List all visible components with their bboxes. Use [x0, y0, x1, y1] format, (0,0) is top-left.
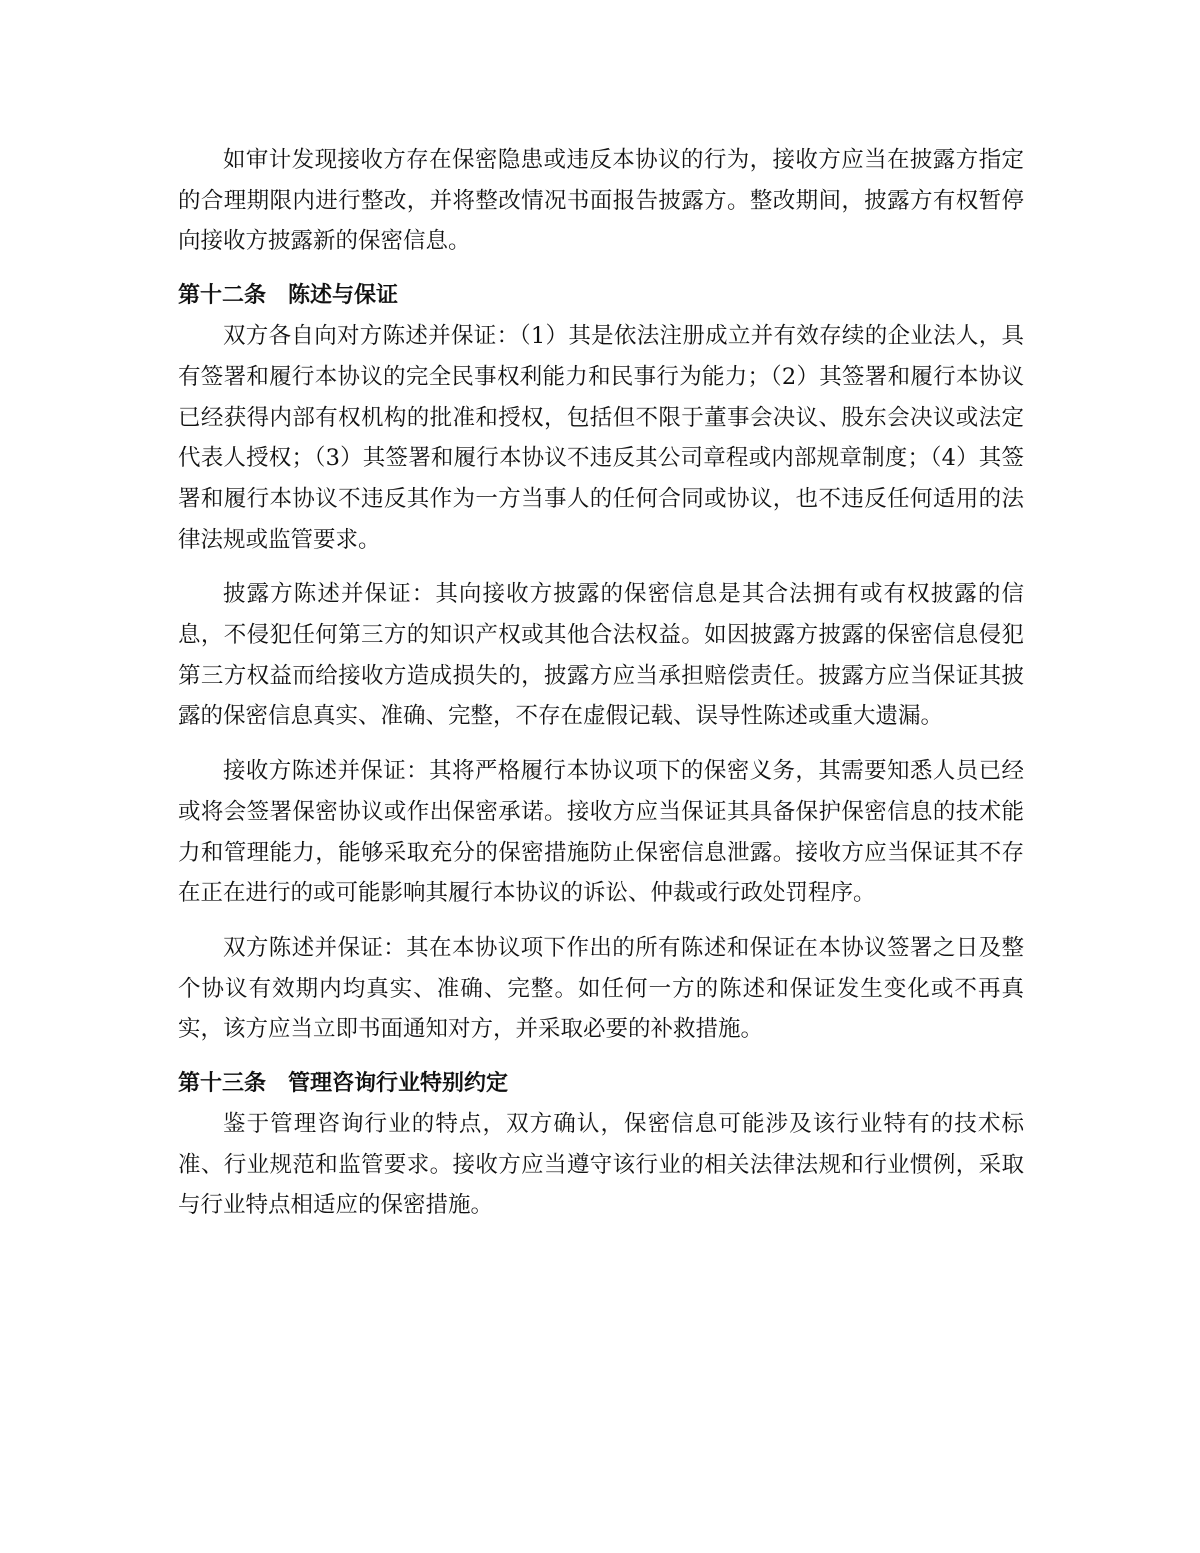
- audit-paragraph: 如审计发现接收方存在保密隐患或违反本协议的行为，接收方应当在披露方指定的合理期限内进行整改，并将整改情况书面报告披露方。整改期间，披露方有权暂停向接收方披露新的保密信息。: [178, 147, 1024, 255]
- document-page: [178, 140, 1024, 1226]
- article-12-paragraph-3: 接收方陈述并保证：其将严格履行本协议项下的保密义务，其需要知悉人员已经或将会签署保密协议或作出保密承诺。接收方应当保证其具备保护保密信息的技术能力和管理能力，能够采取充分的保密措施防止保密信息泄露。接收方应当保证其不存在正在进行的或可能影响其履行本协议的诉讼、仲裁或行政处罚程序。: [178, 758, 1024, 907]
- article-12-heading: 第十二条 陈述与保证: [178, 283, 399, 309]
- article-13-heading: 第十三条 管理咨询行业特别约定: [178, 1071, 509, 1097]
- article-12-paragraph-1: 双方各自向对方陈述并保证：（1）其是依法注册成立并有效存续的企业法人，具有签署和履行本协议的完全民事权利能力和民事行为能力；（2）其签署和履行本协议已经获得内部有权机构的批准和授权，包括但不限于董事会决议、股东会决议或法定代表人授权；（3）其签署和履行本协议不违反其公司章程或内部规章制度；（4）其签署和履行本协议不违反其作为一方当事人的任何合同或协议，也不违反任何适用的法律法规或监管要求。: [178, 323, 1024, 553]
- article-12-paragraph-4: 双方陈述并保证：其在本协议项下作出的所有陈述和保证在本协议签署之日及整个协议有效期内均真实、准确、完整。如任何一方的陈述和保证发生变化或不再真实，该方应当立即书面通知对方，并采取必要的补救措施。: [178, 934, 1024, 1043]
- article-13-paragraph-1: 鉴于管理咨询行业的特点，双方确认，保密信息可能涉及该行业特有的技术标准、行业规范和监管要求。接收方应当遵守该行业的相关法律法规和行业惯例，采取与行业特点相适应的保密措施。: [178, 1111, 1024, 1219]
- article-12-paragraph-2: 披露方陈述并保证：其向接收方披露的保密信息是其合法拥有或有权披露的信息，不侵犯任何第三方的知识产权或其他合法权益。如因披露方披露的保密信息侵犯第三方权益而给接收方造成损失的，披露方应当承担赔偿责任。披露方应当保证其披露的保密信息真实、准确、完整，不存在虚假记载、误导性陈述或重大遗漏。: [178, 581, 1024, 730]
